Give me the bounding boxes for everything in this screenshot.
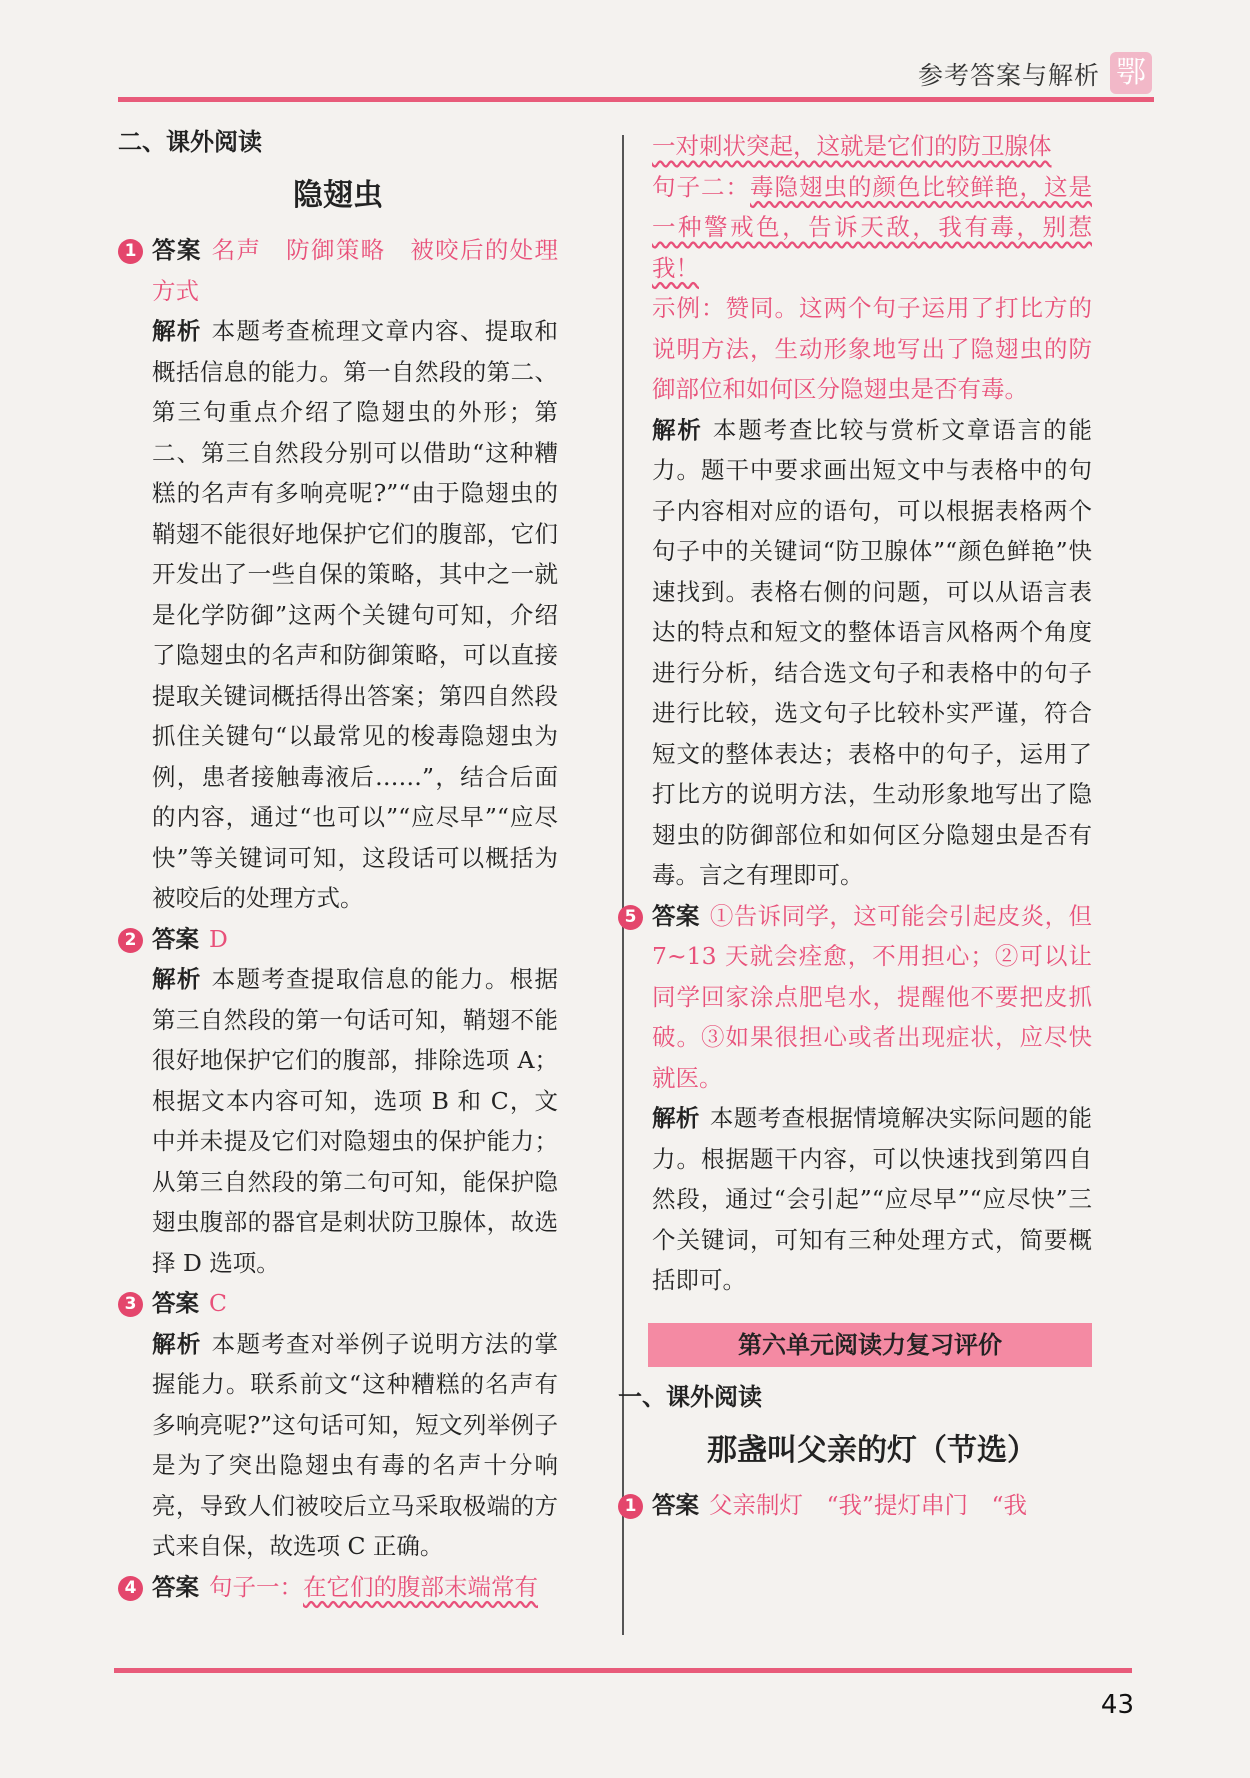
analysis-label: 解析: [652, 1104, 700, 1132]
question-number: 4: [118, 1576, 143, 1601]
analysis-text: 本题考查比较与赏析文章语言的能力。题干中要求画出短文中与表格中的句子内容相对应的语句，可以根据表格两个句子中的关键词“防卫腺体”“颜色鲜艳”快速找到。表格右侧的问题，可以从语言表达的特点和短文的整体语言风格两个角度进行分析，结合选文句子和表格中的句子进行比较，选文句子比较朴实严谨，符合短文的整体表达；表格中的句子，运用了打比方的说明方法，生动形象地写出了隐翅虫的防御部位和如何区分隐翅虫是否有毒。言之有理即可。: [652, 415, 1092, 889]
answer-label: 答案: [652, 1490, 699, 1519]
answer-label: 答案: [152, 236, 202, 264]
answer-underlined: 毒隐翅虫的颜色比较鲜艳，这是一种警戒色，告诉天敌，我有毒，别惹我！: [652, 172, 1092, 282]
header-badge: 鄂: [1110, 52, 1152, 94]
analysis-text: 本题考查根据情境解决实际问题的能力。根据题干内容，可以快速找到第四自然段，通过“会引起”“应尽早”“应尽快”三个关键词，可知有三种处理方式，简要概括即可。: [652, 1104, 1093, 1294]
answer-underlined: 在它们的腹部末端常有: [303, 1572, 538, 1601]
answer-example: 示例：赞同。这两个句子运用了打比方的说明方法，生动形象地写出了隐翅虫的防御部位和如何区分隐翅虫是否有毒。: [652, 294, 1092, 403]
question-5: [618, 896, 1092, 1301]
analysis-text: 本题考查提取信息的能力。根据第三自然段的第一句话可知，鞘翅不能很好地保护它们的腹部，排除选项 A；根据文本内容可知，选项 B 和 C，文中并未提及它们对隐翅虫的保护能力；从第三自然段的第二句可知，能保护隐翅虫腹部的器官是刺状防卫腺体，故选择 D 选项。: [152, 965, 559, 1277]
analysis-label: 解析: [152, 317, 202, 345]
answer-text: 父亲制灯 “我”提灯串门 “我: [709, 1490, 1028, 1519]
article-title: 那盏叫父亲的灯（节选）: [707, 1432, 1037, 1468]
answer-label: 答案: [652, 901, 700, 930]
answer-text: ①告诉同学，这可能会引起皮炎，但 7~13 天就会痊愈，不用担心；②可以让同学回家涂点肥皂水，提醒他不要把皮抓破。③如果很担心或者出现症状，应尽快就医。: [652, 901, 1093, 1092]
answer-label: 答案: [152, 924, 199, 953]
question-number: 2: [118, 928, 143, 953]
question-number: 1: [618, 1494, 643, 1519]
header-rule: [118, 97, 1154, 102]
answer-prefix: 句子二：: [652, 172, 750, 201]
question-4: [118, 1567, 558, 1608]
left-column: [118, 122, 558, 1607]
footer-rule: [114, 1668, 1132, 1673]
question-number: 5: [618, 905, 643, 930]
article-title: 隐翅虫: [293, 178, 383, 213]
answer-text: D: [209, 924, 228, 953]
unit-banner: 第六单元阅读力复习评价: [648, 1323, 1092, 1367]
analysis-text: 本题考查梳理文章内容、提取和概括信息的能力。第一自然段的第二、第三句重点介绍了隐翅虫的外形；第二、第三自然段分别可以借助“这种糟糕的名声有多响亮呢?”“由于隐翅虫的鞘翅不能很好地保护它们的腹部，它们开发出了一些自保的策略，其中之一就是化学防御”这两个关键句可知，介绍了隐翅虫的名声和防御策略，可以直接提取关键词概括得出答案；第四自然段抓住关键句“以最常见的梭毒隐翅虫为例，患者接触毒液后……”，结合后面的内容，通过“也可以”“应尽早”“应尽快”等关键词可知，这段话可以概括为被咬后的处理方式。: [152, 317, 559, 912]
analysis-label: 解析: [152, 1329, 202, 1358]
question-2: [118, 919, 558, 1284]
question-1: [618, 1485, 1092, 1526]
page-number: 43: [1100, 1690, 1134, 1720]
question-number: 1: [118, 239, 143, 264]
answer-label: 答案: [152, 1289, 199, 1317]
question-1: [118, 230, 558, 919]
section-heading: 一、课外阅读: [618, 1382, 762, 1411]
analysis-text: 本题考查对举例子说明方法的掌握能力。联系前文“这种糟糕的名声有多响亮呢?”这句话可知，短文列举例子是为了突出隐翅虫有毒的名声十分响亮，导致人们被咬后立马采取极端的方式来自保，故选项 C 正确。: [152, 1329, 559, 1560]
analysis-label: 解析: [152, 965, 202, 993]
analysis-label: 解析: [652, 415, 703, 444]
answer-underlined: 一对刺状突起，这就是它们的防卫腺体: [652, 132, 1052, 160]
question-3: [118, 1283, 558, 1567]
question-number: 3: [118, 1292, 143, 1317]
right-column: [618, 126, 1093, 1525]
header-title: 参考答案与解析: [917, 61, 1100, 90]
answer-text: C: [209, 1289, 227, 1317]
section-heading: 二、课外阅读: [118, 128, 262, 156]
answer-prefix: 句子一：: [209, 1572, 303, 1601]
answer-text: 名声 防御策略 被咬后的处理方式: [152, 236, 559, 305]
answer-label: 答案: [152, 1572, 199, 1601]
